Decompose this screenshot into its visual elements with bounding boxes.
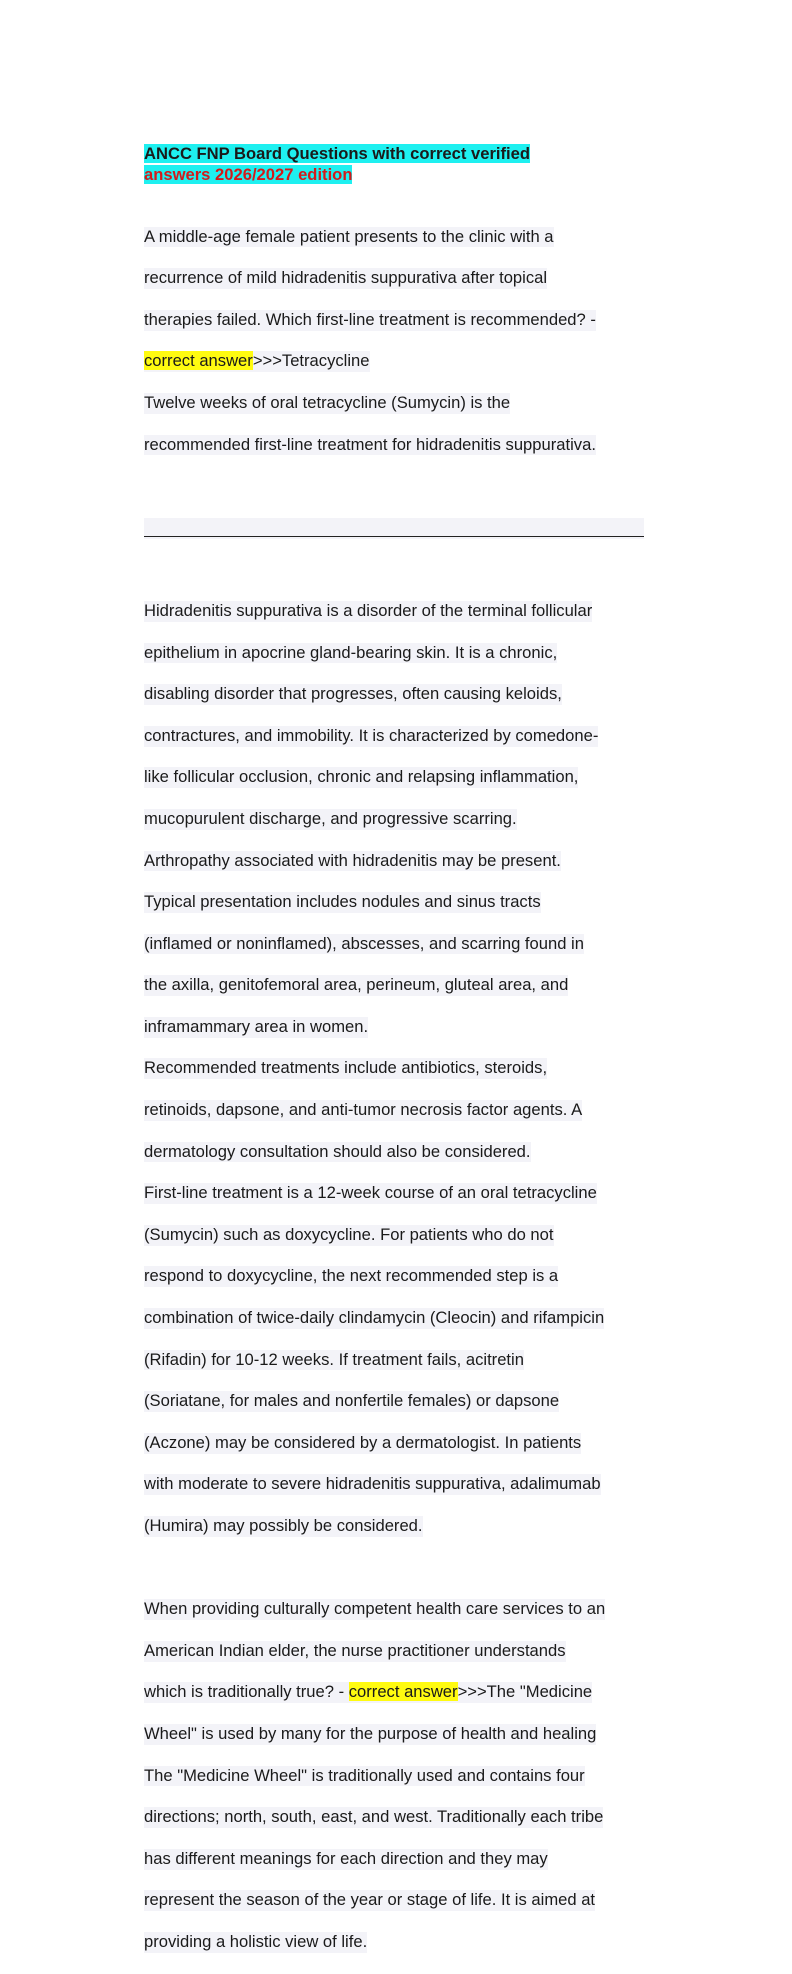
discussion-line: epithelium in apocrine gland-bearing skin. It is a chronic, <box>144 642 558 662</box>
discussion-line: disabling disorder that progresses, often causing keloids, <box>144 684 562 704</box>
question-1-line: recurrence of mild hidradenitis suppurativa after topical <box>144 268 548 288</box>
discussion-line: (Soriatane, for males and nonfertile females) or dapsone <box>144 1391 560 1411</box>
discussion-line: combination of twice-daily clindamycin (Cleocin) and rifampicin <box>144 1308 605 1328</box>
discussion-line: (Rifadin) for 10-12 weeks. If treatment fails, acitretin <box>144 1349 524 1369</box>
question-2-lead: which is traditionally true? - <box>144 1682 349 1702</box>
discussion-line: (Humira) may possibly be considered. <box>144 1516 423 1535</box>
question-2-line: American Indian elder, the nurse practitioner understands <box>144 1640 566 1660</box>
answer-text: >>>The "Medicine <box>457 1682 593 1702</box>
question-2-line: When providing culturally competent health care services to an <box>144 1599 606 1619</box>
discussion-line: Hidradenitis suppurativa is a disorder of the terminal follicular <box>144 600 593 620</box>
document-page <box>144 144 648 1974</box>
correct-answer-label: correct answer <box>348 1682 458 1702</box>
discussion-line: retinoids, dapsone, and anti-tumor necrosis factor agents. A <box>144 1100 583 1120</box>
discussion-line: First-line treatment is a 12-week course of an oral tetracycline <box>144 1183 597 1203</box>
document-title <box>144 144 648 185</box>
question-1 <box>144 206 648 476</box>
explanation-line: has different meanings for each direction and they may <box>144 1848 548 1868</box>
divider-rule <box>144 518 644 539</box>
correct-answer-label: correct answer <box>144 351 253 371</box>
discussion-line: with moderate to severe hidradenitis suppurativa, adalimumab <box>144 1474 601 1494</box>
question-1-line: therapies failed. Which first-line treatment is recommended? - <box>144 309 596 329</box>
discussion-line: mucopurulent discharge, and progressive scarring. <box>144 808 517 828</box>
question-2-answer-line <box>144 1682 592 1703</box>
discussion <box>144 580 648 1557</box>
discussion-line: Typical presentation includes nodules and sinus tracts <box>144 892 541 912</box>
discussion-line: (Aczone) may be considered by a dermatologist. In patients <box>144 1432 582 1452</box>
discussion-line: respond to doxycycline, the next recommended step is a <box>144 1266 559 1286</box>
explanation-line: The "Medicine Wheel" is traditionally used and contains four <box>144 1765 585 1785</box>
explanation-line: Wheel" is used by many for the purpose of health and healing <box>144 1723 597 1743</box>
question-2 <box>144 1578 648 1973</box>
title-line-2: answers 2026/2027 edition <box>144 164 353 184</box>
divider <box>144 497 648 559</box>
discussion-line: Recommended treatments include antibiotics, steroids, <box>144 1058 548 1078</box>
question-1-line: A middle-age female patient presents to the clinic with a <box>144 226 554 246</box>
discussion-line: dermatology consultation should also be considered. <box>144 1141 531 1161</box>
question-1-answer-line <box>144 351 370 372</box>
discussion-line: Arthropathy associated with hidradenitis may be present. <box>144 850 561 870</box>
discussion-line: (Sumycin) such as doxycycline. For patients who do not <box>144 1224 554 1244</box>
explanation-line: represent the season of the year or stage of life. It is aimed at <box>144 1890 596 1910</box>
explanation-line: directions; north, south, east, and west. Traditionally each tribe <box>144 1807 604 1827</box>
title-line-1: ANCC FNP Board Questions with correct verified <box>144 144 531 163</box>
discussion-line: (inflamed or noninflamed), abscesses, and scarring found in <box>144 933 584 953</box>
discussion-line: like follicular occlusion, chronic and relapsing inflammation, <box>144 767 579 787</box>
discussion-line: inframammary area in women. <box>144 1016 369 1036</box>
explanation-line: Twelve weeks of oral tetracycline (Sumycin) is the <box>144 392 511 412</box>
explanation-line: providing a holistic view of life. <box>144 1931 368 1951</box>
discussion-line: contractures, and immobility. It is characterized by comedone- <box>144 725 599 745</box>
explanation-line: recommended first-line treatment for hidradenitis suppurativa. <box>144 434 596 454</box>
answer-text: >>>Tetracycline <box>252 351 370 371</box>
discussion-line: the axilla, genitofemoral area, perineum, gluteal area, and <box>144 975 569 995</box>
